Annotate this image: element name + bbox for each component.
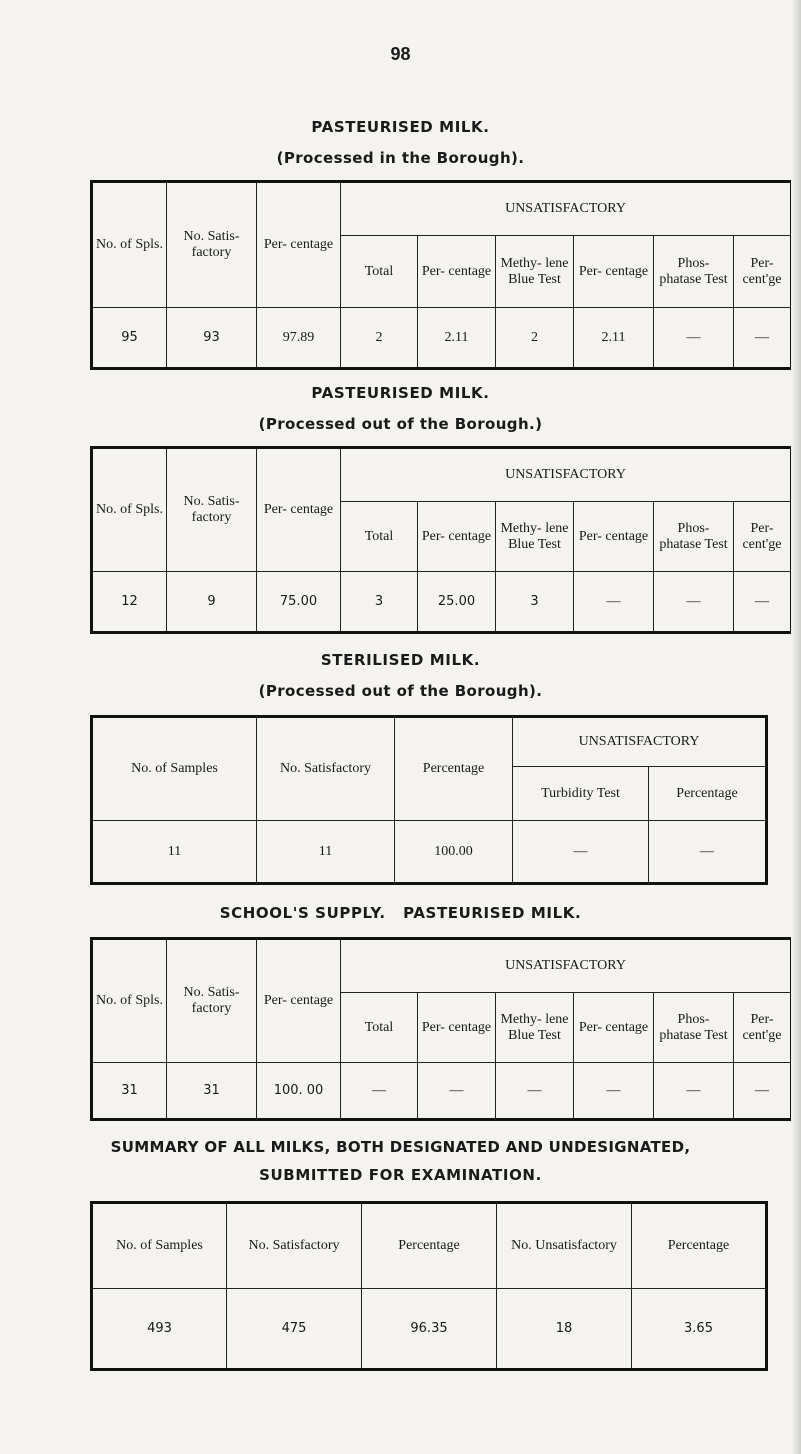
header-unsat-percentage: Per- centage [418, 236, 496, 308]
cell-spls: 95 [92, 308, 167, 369]
cell-methylene: 3 [496, 572, 574, 633]
cell-total: 3 [341, 572, 418, 633]
cell-phosphatase-percentage: — [734, 308, 792, 369]
header-spls: No. of Spls. [92, 182, 167, 308]
cell-phosphatase-percentage: — [734, 1063, 792, 1120]
cell-phosphatase-percentage: — [734, 572, 792, 633]
header-total: Total [341, 993, 418, 1063]
section-3-title: STERILISED MILK. [320, 651, 481, 669]
header-spls: No. of Spls. [92, 939, 167, 1063]
cell-percentage: 100.00 [395, 821, 513, 884]
table-row [92, 572, 792, 633]
header-methylene-percentage: Per- centage [574, 502, 654, 572]
header-percentage: Per- centage [257, 448, 341, 572]
header-phosphatase-percentage: Per- cent'ge [734, 993, 792, 1063]
schools-supply-table [90, 937, 793, 1121]
cell-percentage: 97.89 [257, 308, 341, 369]
cell-phosphatase: — [654, 1063, 734, 1120]
cell-unsat-percentage: — [418, 1063, 496, 1120]
header-unsatisfactory: No. Unsatisfactory [497, 1203, 632, 1289]
cell-turbidity-percentage: — [649, 821, 767, 884]
cell-phosphatase: — [654, 572, 734, 633]
header-percentage: Per- centage [257, 182, 341, 308]
cell-satisfactory: 31 [167, 1063, 257, 1120]
header-satisfactory: No. Satisfactory [227, 1203, 362, 1289]
header-percentage: Percentage [362, 1203, 497, 1289]
page-number: 98 [390, 44, 411, 64]
header-percentage: Percentage [395, 717, 513, 821]
header-unsat-percentage: Per- centage [418, 993, 496, 1063]
pasteurised-out-of-borough-table [90, 446, 793, 634]
cell-percentage: 100. 00 [257, 1063, 341, 1120]
cell-satisfactory: 9 [167, 572, 257, 633]
cell-phosphatase: — [654, 308, 734, 369]
section-2-subtitle: (Processed out of the Borough.) [258, 415, 543, 433]
header-phosphatase-test: Phos- phatase Test [654, 236, 734, 308]
cell-unsat-percentage: 3.65 [632, 1289, 767, 1370]
header-samples: No. of Samples [92, 1203, 227, 1289]
header-total: Total [341, 236, 418, 308]
header-unsatisfactory: UNSATISFACTORY [513, 717, 767, 767]
header-turbidity-test: Turbidity Test [513, 767, 649, 821]
cell-samples: 11 [92, 821, 257, 884]
cell-unsat-percentage: 25.00 [418, 572, 496, 633]
cell-percentage: 75.00 [257, 572, 341, 633]
table-row [92, 821, 767, 884]
cell-turbidity: — [513, 821, 649, 884]
summary-table [90, 1201, 768, 1371]
header-satisfactory: No. Satis- factory [167, 182, 257, 308]
header-phosphatase-percentage: Per- cent'ge [734, 236, 792, 308]
cell-percentage: 96.35 [362, 1289, 497, 1370]
sterilised-table [90, 715, 768, 885]
header-phosphatase-test: Phos- phatase Test [654, 993, 734, 1063]
cell-satisfactory: 475 [227, 1289, 362, 1370]
header-methylene-percentage: Per- centage [574, 236, 654, 308]
header-methylene-test: Methy- lene Blue Test [496, 993, 574, 1063]
cell-unsatisfactory: 18 [497, 1289, 632, 1370]
header-samples: No. of Samples [92, 717, 257, 821]
header-unsat-percentage: Per- centage [418, 502, 496, 572]
header-methylene-test: Methy- lene Blue Test [496, 236, 574, 308]
cell-unsat-percentage: 2.11 [418, 308, 496, 369]
header-phosphatase-test: Phos- phatase Test [654, 502, 734, 572]
header-satisfactory: No. Satisfactory [257, 717, 395, 821]
section-5-title-line2: SUBMITTED FOR EXAMINATION. [259, 1166, 542, 1184]
cell-total: 2 [341, 308, 418, 369]
page-edge-shadow [791, 0, 801, 1454]
section-1-title: PASTEURISED MILK. [311, 118, 490, 136]
section-4-title: SCHOOL'S SUPPLY. PASTEURISED MILK. [219, 904, 582, 922]
cell-satisfactory: 93 [167, 308, 257, 369]
cell-methylene-percentage: — [574, 572, 654, 633]
cell-spls: 31 [92, 1063, 167, 1120]
header-methylene-percentage: Per- centage [574, 993, 654, 1063]
header-satisfactory: No. Satis- factory [167, 448, 257, 572]
header-satisfactory: No. Satis- factory [167, 939, 257, 1063]
cell-methylene: 2 [496, 308, 574, 369]
header-unsatisfactory: UNSATISFACTORY [341, 939, 792, 993]
table-row [92, 1063, 792, 1120]
cell-methylene-percentage: 2.11 [574, 308, 654, 369]
cell-spls: 12 [92, 572, 167, 633]
cell-methylene: — [496, 1063, 574, 1120]
cell-samples: 493 [92, 1289, 227, 1370]
header-turbidity-percentage: Percentage [649, 767, 767, 821]
header-percentage: Per- centage [257, 939, 341, 1063]
section-1-subtitle: (Processed in the Borough). [276, 149, 525, 167]
cell-methylene-percentage: — [574, 1063, 654, 1120]
table-row [92, 308, 792, 369]
cell-total: — [341, 1063, 418, 1120]
section-2-title: PASTEURISED MILK. [311, 384, 490, 402]
table-row [92, 1289, 767, 1370]
header-unsat-percentage: Percentage [632, 1203, 767, 1289]
section-3-subtitle: (Processed out of the Borough). [258, 682, 543, 700]
section-5-title-line1: SUMMARY OF ALL MILKS, BOTH DESIGNATED AND UNDESIGNATED, [110, 1138, 691, 1156]
header-spls: No. of Spls. [92, 448, 167, 572]
header-methylene-test: Methy- lene Blue Test [496, 502, 574, 572]
pasteurised-in-borough-table [90, 180, 793, 370]
header-total: Total [341, 502, 418, 572]
cell-satisfactory: 11 [257, 821, 395, 884]
header-unsatisfactory: UNSATISFACTORY [341, 448, 792, 502]
header-unsatisfactory: UNSATISFACTORY [341, 182, 792, 236]
header-phosphatase-percentage: Per- cent'ge [734, 502, 792, 572]
